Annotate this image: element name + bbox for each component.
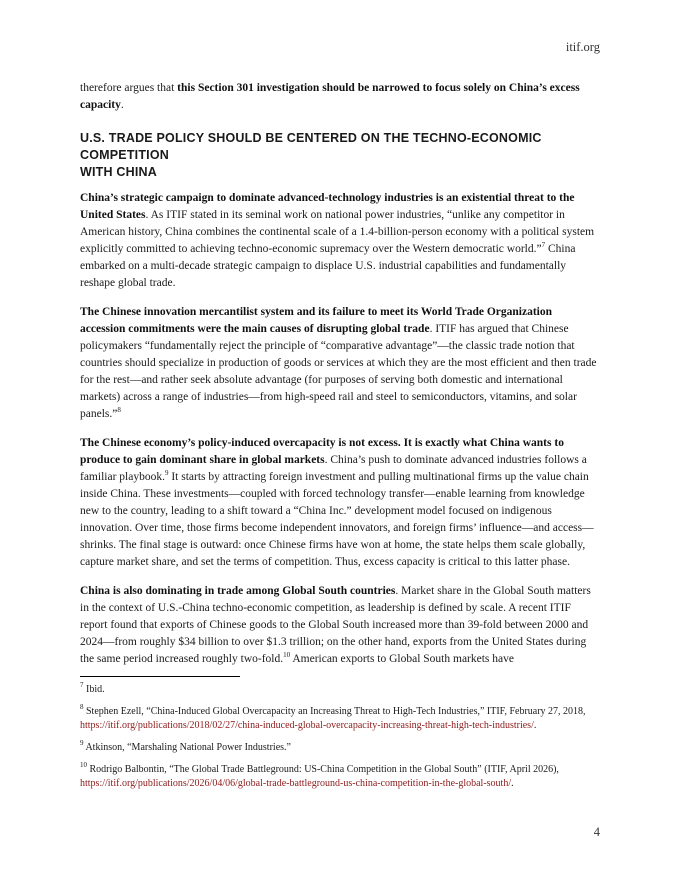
footnotes bbox=[80, 683, 600, 799]
footnote-8-link[interactable]: https://itif.org/publications/2018/02/27/china-induced-global-overcapacity-increasing-threat-high-tech-industries/ bbox=[80, 720, 534, 731]
footnote-number: 10 bbox=[80, 761, 87, 769]
paragraph-overcapacity bbox=[80, 435, 600, 571]
p3-text-2: It starts by attracting foreign investment and pulling multinational firms up the value chain inside China. These investments—coupled with forced technology transfer—enable learning from knowledge new to the country, leading to a shift toward a “China Inc.” development model focused on indigenous innovation. Over time, those firms become independent innovators, and foreign firms’ influence—and access—shrinks. The final stage is outward: once Chinese firms have won at home, the state helps them scale globally, capture market share, and set the terms of competition. Thus, excess capacity is critical to this latter phase. bbox=[80, 471, 594, 568]
footnote-text: Atkinson, “Marshaling National Power Industries.” bbox=[83, 742, 291, 753]
footnote-ref-7[interactable]: 7 bbox=[541, 241, 546, 249]
main-content bbox=[80, 80, 600, 680]
p4-bold: China is also dominating in trade among Global South countries bbox=[80, 585, 396, 597]
p3-bold: The Chinese economy’s policy-induced overcapacity is not excess. It is exactly what China wants to produce to gain dominant share in global markets bbox=[80, 437, 564, 466]
p4-text-2: American exports to Global South markets have bbox=[290, 653, 514, 665]
paragraph-global-south bbox=[80, 583, 600, 668]
footnote-8 bbox=[80, 705, 600, 733]
footnote-number: 7 bbox=[80, 681, 84, 689]
footnote-10 bbox=[80, 763, 600, 791]
p1-text: . As ITIF stated in its seminal work on national power industries, “unlike any competitor in American history, China combines the continental scale of a 1.4-billion-person economy with a political system explicitly committed to achieving techno-economic supremacy over the Western democratic world.” bbox=[80, 209, 595, 255]
heading-line-2: WITH CHINA bbox=[80, 165, 157, 179]
intro-bold: this Section 301 investigation should be narrowed to focus solely on China’s excess capacity bbox=[80, 82, 580, 111]
footnote-ref-8[interactable]: 8 bbox=[117, 406, 121, 414]
footnote-text: Stephen Ezell, “China-Induced Global Overcapacity an Increasing Threat to High-Tech Industries,” ITIF, February 27, 2018, bbox=[83, 706, 586, 717]
footnote-post: . bbox=[511, 778, 514, 789]
footnote-7 bbox=[80, 683, 600, 697]
footnote-number: 9 bbox=[80, 739, 84, 747]
paragraph-mercantilist bbox=[80, 304, 600, 423]
page-number: 4 bbox=[593, 825, 600, 839]
intro-text: therefore argues that bbox=[80, 82, 178, 94]
intro-post: . bbox=[120, 99, 124, 111]
paragraph-strategic-campaign bbox=[80, 190, 600, 292]
site-header: itif.org bbox=[565, 40, 600, 54]
intro-paragraph bbox=[80, 80, 600, 114]
heading-line-1: U.S. TRADE POLICY SHOULD BE CENTERED ON THE TECHNO-ECONOMIC COMPETITION bbox=[80, 131, 542, 162]
footnote-number: 8 bbox=[80, 703, 84, 711]
p4-text: . Market share in the Global South matters in the context of U.S.-China techno-economic competition, as leadership is defined by scale. A recent ITIF report found that exports of Chinese goods to the Global South increased more than 39-fold between 2000 and 2024—from roughly $34 billion to over $1.3 trillion; on the other hand, exports from the United States during the same period increased roughly two-fold. bbox=[80, 585, 591, 665]
p2-bold: The Chinese innovation mercantilist system and its failure to meet its World Trade Organization accession commitments were the main causes of disrupting global trade bbox=[80, 306, 553, 335]
footnote-ref-10[interactable]: 10 bbox=[283, 651, 291, 659]
footnote-divider bbox=[80, 676, 240, 677]
footnote-ref-9[interactable]: 9 bbox=[164, 469, 169, 477]
p2-text: . ITIF has argued that Chinese policymakers “fundamentally reject the principle of “comparative advantage”—the classic trade notion that countries should specialize in production of goods or services at which they are the most efficient and then trade for the rest—and rather seek absolute advantage (for purposes of serving both domestic and international markets) across a range of industries—from high-speed rail and steel to semiconductors, vitamins, and solar panels.” bbox=[80, 323, 597, 420]
footnote-post: . bbox=[533, 720, 537, 731]
p1-text-2: China embarked on a multi-decade strategic campaign to displace U.S. industrial capabilities and fundamentally reshape global trade. bbox=[80, 243, 576, 289]
footnote-text: Rodrigo Balbontin, “The Global Trade Battleground: US-China Competition in the Global South” (ITIF, April 2026), bbox=[87, 764, 559, 775]
p3-text: . China’s push to dominate advanced industries follows a familiar playbook. bbox=[80, 454, 587, 483]
footnote-text: Ibid. bbox=[83, 684, 105, 695]
footnote-9 bbox=[80, 741, 600, 755]
section-heading bbox=[80, 130, 600, 181]
p1-bold: China’s strategic campaign to dominate advanced-technology industries is an existential threat to the United States bbox=[80, 192, 575, 221]
footnote-10-link[interactable]: https://itif.org/publications/2026/04/06/global-trade-battleground-us-china-competition-in-the-global-south/ bbox=[80, 778, 512, 789]
